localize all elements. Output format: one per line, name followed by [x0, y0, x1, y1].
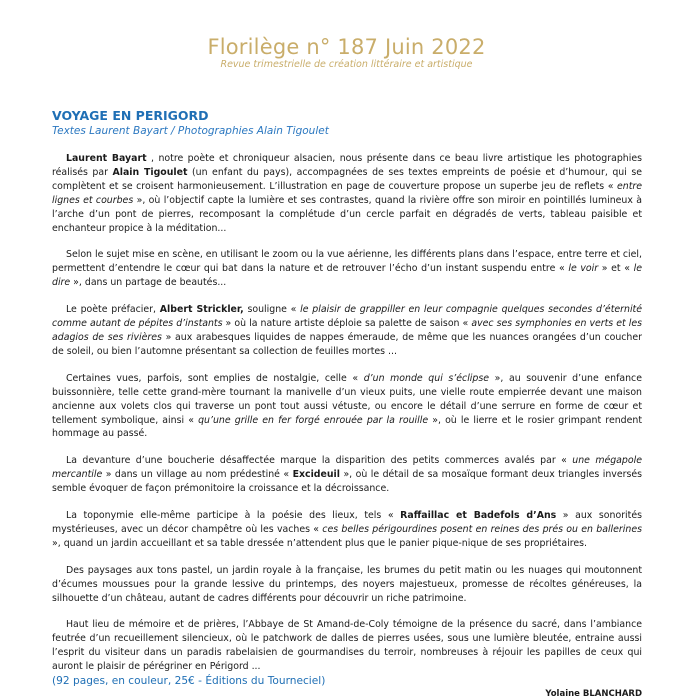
text-run: La devanture d’une boucherie désaffectée marque la disparition des petits commerces avalés par «: [66, 455, 573, 467]
italic-run: qu’une grille en fer forgé enrouée par la rouille: [198, 414, 429, 426]
text-run: Haut lieu de mémoire et de prières, l’Abbaye de St Amand-de-Coly témoigne de la présence du sacré, dans l’ambiance feutrée d’un recueillement silencieux, où le patchwork de dalles de pierres usées, sous une lumière bleutée, entraine aussi l’esprit du visiteur dans un paradis rabelaisien de gourmandises du terroir, nombreuses à réjouir les papilles de ceux qui auront le plaisir de pérégriner en Périgord ...: [52, 619, 642, 673]
article-paragraph: [52, 248, 642, 290]
text-run: souligne «: [243, 304, 301, 316]
italic-run: avec ses symphonies en verts et les adagios de ses rivières: [52, 318, 642, 343]
text-run: » aux arabesques liquides de nappes émeraude, de même que les nuances orangées d’un coucher de soleil, ou bien l’automne présentant sa collection de feuilles mortes ...: [52, 331, 642, 357]
italic-run: le voir: [568, 263, 599, 275]
text-run: Le poète préfacier,: [66, 304, 160, 316]
italic-run: d’un monde qui s’éclipse: [363, 372, 490, 384]
text-run: » où la nature artiste déploie sa palette de saison «: [222, 318, 472, 330]
text-run: », où le lierre et le rosier grimpant rendent hommage au passé.: [52, 414, 642, 440]
article-paragraph: [52, 509, 642, 551]
text-run: Certaines vues, parfois, sont emplies de nostalgie, celle «: [66, 372, 364, 384]
italic-run: le dire: [52, 263, 642, 289]
bold-run: Alain Tigoulet: [112, 166, 188, 178]
bold-run: Albert Strickler,: [159, 304, 244, 316]
article-paragraph: [52, 618, 642, 674]
text-run: Des paysages aux tons pastel, un jardin royale à la française, les brumes du petit matin ou les nuages qui moutonnent d’écumes moussues pour la grande lessive du printemps, des noyers majestueux, promesse de récoltes généreuses, la silhouette d’un château, autant de cadres différents pour découvrir un riche patrimoine.: [52, 564, 642, 604]
magazine-title: Florilège n° 187 Juin 2022: [207, 35, 486, 59]
article-paragraph: [52, 152, 642, 235]
author-signature: Yolaine BLANCHARD: [545, 689, 642, 700]
article-credits: Textes Laurent Bayart / Photographies Alain Tigoulet: [52, 125, 329, 137]
italic-run: ces belles périgourdines posent en reines des prés ou en ballerines: [322, 523, 642, 535]
bold-run: Laurent Bayart: [66, 153, 147, 164]
article-paragraph: [52, 372, 642, 442]
text-run: », au souvenir d’une enfance buissonnière, telle cette grand-mère tournant la manivelle d’un vieux puits, une vielle route empierrée devant une maison ancienne aux volets clos qui traverse un pont tout aussi vétuste, ou encore le détail d’une serrure en forme de cœur et tellement symbolique, ainsi «: [52, 372, 642, 426]
article-paragraph: [52, 454, 642, 496]
text-run: », quand un jardin accueillant et sa table dressée n’attendent plus que le panier pique-nique de ses propriétaires.: [52, 537, 587, 549]
text-run: (un enfant du pays), accompagnées de ses textes empreints de poésie et d’humour, qui se complètent et se croisent harmonieusement. L’illustration en page de couverture propose un superbe jeu de reflets «: [52, 166, 643, 192]
article-body: [52, 152, 642, 674]
text-run: », où l’objectif capte la lumière et ses contrastes, quand la rivière offre son miroir en pointillés lumineux à l’arche d’un pont de pierres, recomposant la complétude d’un cercle parfait en dégradés de verts, tableau paisible et enchanteur propice à la méditation...: [52, 194, 642, 234]
text-run: , notre poète et chroniqueur alsacien, nous présente dans ce beau livre artistique les photographies réalisés par: [52, 153, 642, 178]
bold-run: Raffaillac et Badefols d’Ans: [400, 510, 557, 522]
text-run: », où le détail de sa mosaïque formant deux triangles inversés semble évoquer de façon prémonitoire la croissance et la décroissance.: [52, 469, 643, 495]
text-run: La toponymie elle-même participe à la poésie des lieux, tels «: [66, 510, 401, 522]
article: [52, 108, 642, 700]
text-run: » aux sonorités mystérieuses, avec un décor champêtre où les vaches «: [52, 510, 642, 535]
text-run: » et «: [598, 263, 634, 275]
article-paragraph: [52, 303, 642, 359]
italic-run: le plaisir de grappiller en leur compagnie quelques secondes d’éternité comme autant de pépites d’instants: [52, 304, 642, 330]
text-run: », dans un partage de beautés...: [70, 277, 227, 289]
masthead: [0, 34, 693, 71]
publication-info: (92 pages, en couleur, 25€ - Éditions du Tourneciel): [52, 675, 326, 688]
article-paragraph: [52, 564, 642, 606]
italic-run: entre lignes et courbes: [52, 180, 642, 206]
text-run: » dans un village au nom prédestiné «: [102, 469, 293, 481]
text-run: Selon le sujet mise en scène, en utilisant le zoom ou la vue aérienne, les différents plans dans l’espace, entre terre et ciel, permettent d’entendre le cœur qui bat dans la nature et de retrouver l’écho d’un instant suspendu entre «: [52, 249, 642, 275]
magazine-subtitle: Revue trimestrielle de création littéraire et artistique: [220, 59, 473, 70]
article-title: VOYAGE EN PERIGORD: [52, 108, 209, 123]
italic-run: une mégapole mercantile: [52, 455, 642, 481]
bold-run: Excideuil: [292, 469, 340, 481]
